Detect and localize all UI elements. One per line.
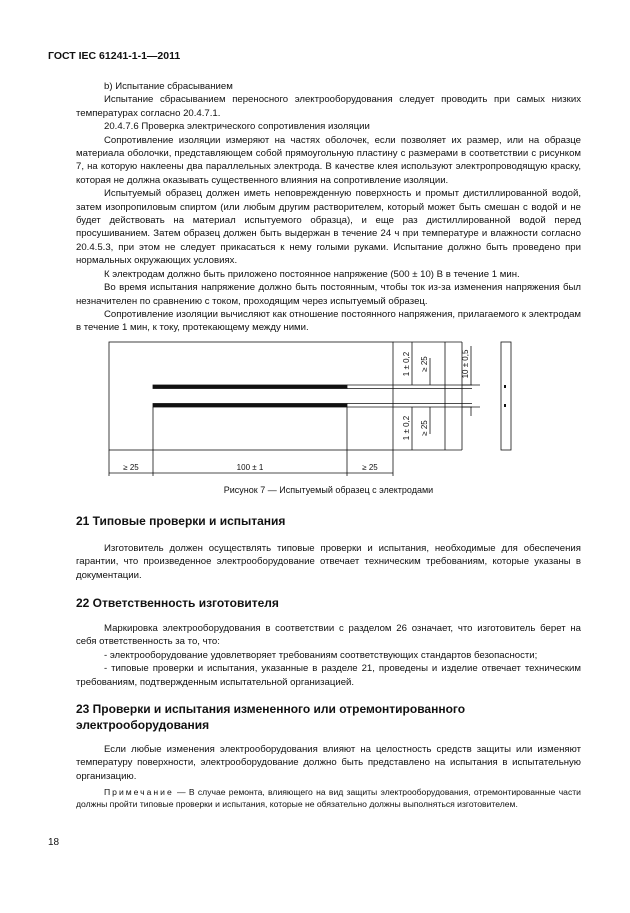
- paragraph: К электродам должно быть приложено постоянное напряжение (500 ± 10) В в течение 1 мин.: [104, 268, 520, 280]
- paragraph: Сопротивление изоляции измеряют на частях оболочек, если позволяет их размер, или на образце материала оболочки, представляющем собой прямоугольную пластину с размерами в соответствии с рисунком 7, на которую наклеены два параллельных электрода. В качестве клея используют электропроводящую краску, которая не должна оказывать существенного влияния на сопротивление изоляции.: [76, 134, 581, 186]
- dim-top-height-label: ≥ 25: [420, 356, 429, 372]
- figure-caption: Рисунок 7 — Испытуемый образец с электродами: [223, 485, 434, 495]
- paragraph: Маркировка электрооборудования в соответствии с разделом 26 означает, что изготовитель берет на себя ответственность за то, что:: [76, 623, 581, 648]
- paragraph: Во время испытания напряжение должно быть постоянным, чтобы ток из-за изменения напряжения был незначителен по сравнению с током, проходящим через испытуемый образец.: [76, 282, 581, 307]
- dim-right-label: ≥ 25: [362, 463, 378, 472]
- electrode-top: [153, 385, 347, 389]
- dim-top-gap-label: 1 ± 0,2: [402, 351, 411, 377]
- paragraph: Испытуемый образец должен иметь неповрежденную поверхность и промыт дистиллированной водой, затем изопропиловым спиртом (или любым другим растворителем, который может быть смешан с водой и не будет действовать на материал испытуемого образца), и еще раз дистиллированной водой перед просушиванием. Затем образец должен быть выдержан в течение 24 ч при температуре и влажности согласно 20.4.5.3, при этом не следует прикасаться к нему голыми руками. Испытание должно быть проведено при нормальных окружающих условиях.: [76, 188, 581, 267]
- paragraph: Если любые изменения электрооборудования влияют на целостность средств защиты или изменяют температуру поверхности, электрооборудование должно быть представлено на испытания в испытательную организацию.: [76, 744, 581, 782]
- dim-overall-label: 10 ± 0,5: [461, 349, 470, 379]
- dim-bottom-gap-label: 1 ± 0,2: [402, 415, 411, 441]
- section-20-text: [76, 80, 581, 335]
- paragraph: b) Испытание сбрасыванием: [104, 81, 233, 92]
- note-text: — В случае ремонта, влияющего на вид защиты электрооборудования, отремонтированные части должны пройти типовые проверки и испытания, которые не обязательно должны выполняться изготовителем.: [76, 787, 581, 810]
- section-22-body: [76, 622, 581, 689]
- dim-left-label: ≥ 25: [123, 463, 139, 472]
- paragraph: Испытание сбрасыванием переносного электрооборудования следует проводить при самых низких температурах согласно 20.4.7.1.: [76, 94, 581, 119]
- specimen-figure: [100, 336, 530, 476]
- section-23-body: [76, 743, 581, 810]
- paragraph: 20.4.7.6 Проверка электрического сопротивления изоляции: [104, 121, 370, 133]
- section-21-heading: 21 Типовые проверки и испытания: [76, 514, 286, 528]
- dim-bottom-height-label: ≥ 25: [420, 420, 429, 436]
- section-22-heading: 22 Ответственность изготовителя: [76, 596, 279, 610]
- page-number: 18: [48, 837, 60, 848]
- document-header: ГОСТ IEC 61241-1-1—2011: [48, 50, 181, 62]
- section-23-heading: 23 Проверки и испытания измененного или отремонтированного электрооборудования: [76, 702, 466, 732]
- list-item: - электрооборудование удовлетворяет требованиям соответствующих стандартов безопасности;: [104, 649, 538, 661]
- note: [76, 786, 581, 810]
- paragraph: Изготовитель должен осуществлять типовые проверки и испытания, необходимые для обеспечения гарантии, что произведенное электрооборудование отвечает техническим требованиям, которые указаны в документации.: [76, 543, 581, 581]
- specimen-plate: [109, 342, 393, 450]
- section-21-body: [76, 542, 581, 582]
- list-item: - типовые проверки и испытания, указанные в разделе 21, проведены и изделие отвечает техническим требованиям, подтвержденным испытательной организацией.: [76, 663, 581, 688]
- specimen-side-view: [501, 342, 511, 450]
- dim-center-label: 100 ± 1: [236, 463, 264, 472]
- electrode-bottom: [153, 404, 347, 408]
- paragraph: Сопротивление изоляции вычисляют как отношение постоянного напряжения, прилагаемого к электродам в течение 1 мин, к току, протекающему между ними.: [76, 308, 581, 334]
- note-label: Примечание: [104, 787, 174, 798]
